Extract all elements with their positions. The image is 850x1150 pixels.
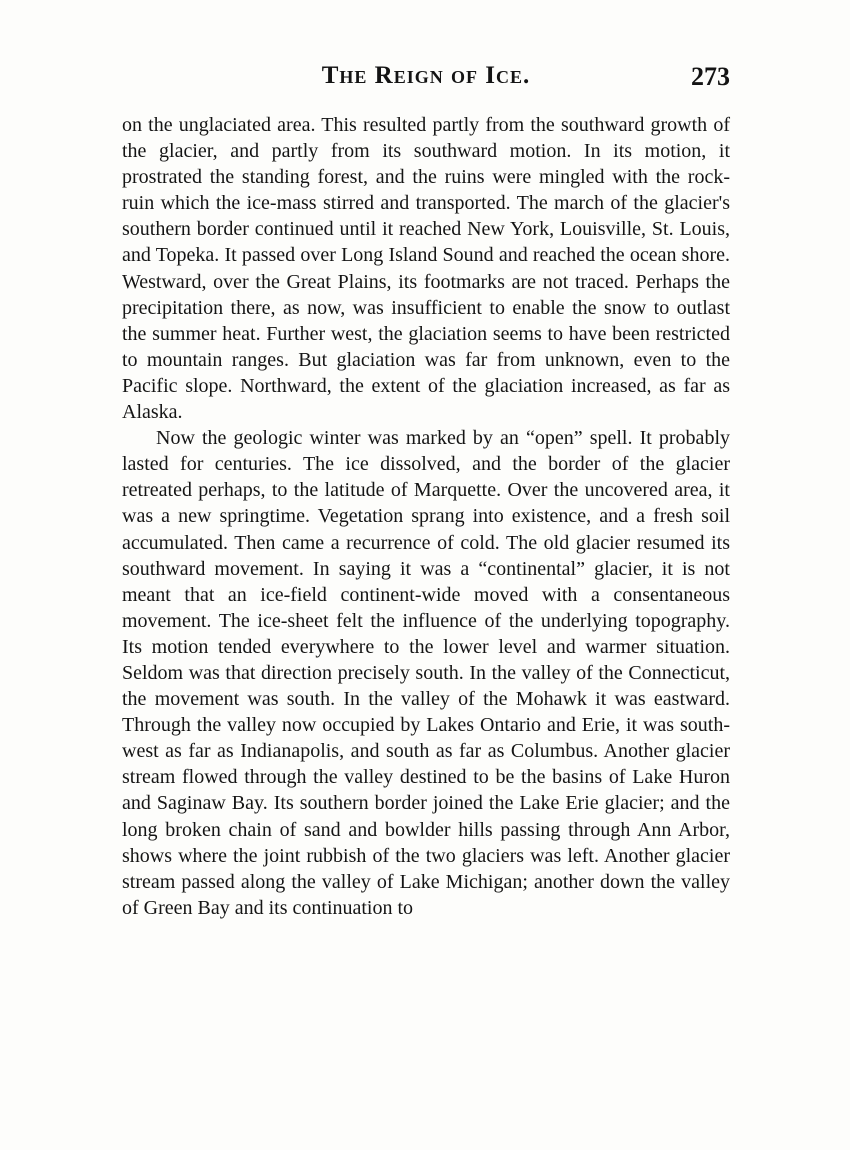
chapter-title: The Reign of Ice. (321, 62, 531, 89)
paragraph: Now the geologic winter was marked by an “open” spell. It probably lasted for centuries. The ice dissolved, and the border of the glacier retreated perhaps, to the latitude of Marquette. Over the uncovered area, it was a new springtime. Vegetation sprang into existence, and a fresh soil accumulated. Then came a recurrence of cold. The old glacier resumed its southward movement. In saying it was a “continental” glacier, it is not meant that an ice-field continent-wide moved with a consentaneous movement. The ice-sheet felt the influence of the underlying topography. Its motion tended everywhere to the lower level and warmer situation. Seldom was that direction precisely south. In the valley of the Connecticut, the movement was south. In the valley of the Mohawk it was eastward. Through the valley now occupied by Lakes Ontario and Erie, it was south-west as far as Indianapolis, and south as far as Columbus. Another glacier stream flowed through the valley destined to be the basins of Lake Huron and Saginaw Bay. Its southern border joined the Lake Erie glacier; and the long broken chain of sand and bowlder hills passing through Ann Arbor, shows where the joint rubbish of the two glaciers was left. Another glacier stream passed along the valley of Lake Michigan; another down the valley of Green Bay and its continuation to (122, 427, 730, 919)
body-text (122, 112, 730, 921)
running-head (122, 62, 730, 96)
page-number: 273 (691, 62, 730, 91)
paragraph-continued: on the unglaciated area. This resulted partly from the southward growth of the glacier, and partly from its southward motion. In its motion, it prostrated the standing forest, and the ruins were mingled with the rock-ruin which the ice-mass stirred and transported. The march of the glacier's southern border continued until it reached New York, Louisville, St. Louis, and Topeka. It passed over Long Island Sound and reached the ocean shore. Westward, over the Great Plains, its footmarks are not traced. Perhaps the precipitation there, as now, was insufficient to enable the snow to outlast the summer heat. Further west, the glaciation seems to have been restricted to mountain ranges. But glaciation was far from unknown, even to the Pacific slope. Northward, the extent of the glaciation increased, as far as Alaska. (122, 114, 730, 424)
